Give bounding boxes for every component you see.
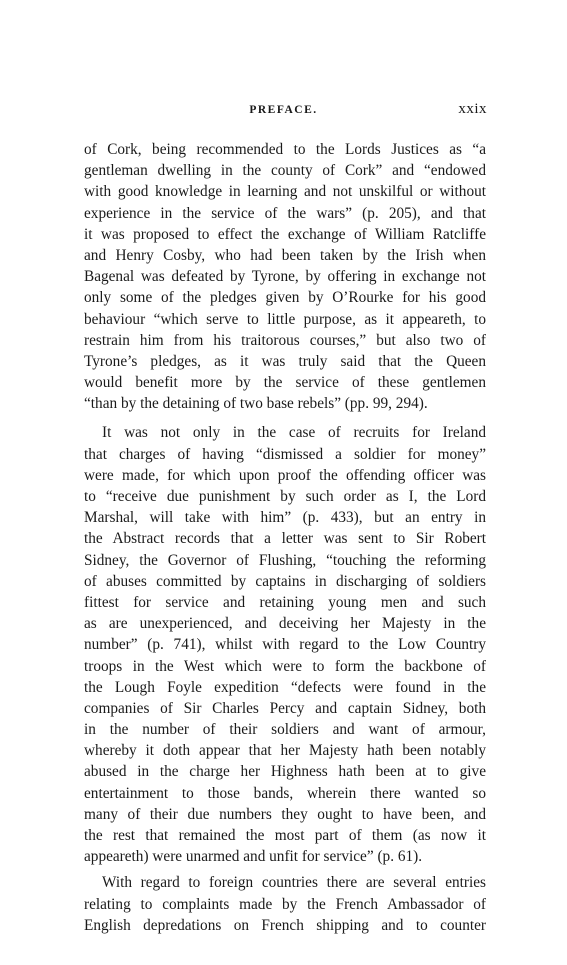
text-line: appeareth) were unarmed and unfit for service” (p. 61). xyxy=(84,848,423,866)
text-line: gentleman dwelling in the county of Cork” and “endowed xyxy=(84,162,486,180)
text-line: and Henry Cosby, who had been taken by the Irish when xyxy=(84,246,486,264)
text-line: English depredations on French shipping and to counter xyxy=(84,916,486,934)
text-line: to “receive due punishment by such order as I, the Lord xyxy=(84,488,486,505)
text-line: the Lough Foyle expedition “defects were found in the xyxy=(84,678,486,696)
text-line: With regard to foreign countries there are several entries xyxy=(102,874,486,892)
text-line: the Abstract records that a letter was sent to Sir Robert xyxy=(84,530,486,548)
text-line: Marshal, will take with him” (p. 433), but an entry in xyxy=(84,509,486,527)
text-line: of abuses committed by captains in discharging of soldiers xyxy=(84,572,486,590)
text-line: companies of Sir Charles Percy and captain Sidney, both xyxy=(84,699,486,717)
page-number: xxix xyxy=(458,101,487,117)
text-line: Bagenal was defeated by Tyrone, by offering in exchange not xyxy=(84,268,486,286)
text-line: troops in the West which were to form the backbone of xyxy=(84,657,486,675)
running-head xyxy=(80,101,487,124)
text-line: “than by the detaining of two base rebels” (pp. 99, 294). xyxy=(84,395,428,413)
text-line: in the number of their soldiers and want of armour, xyxy=(84,721,486,739)
text-line: It was not only in the case of recruits for Ireland xyxy=(102,424,486,442)
text-line: were made, for which upon proof the offending officer was xyxy=(84,466,486,484)
text-line: fittest for service and retaining young men and such xyxy=(84,593,486,611)
text-line: whereby it doth appear that her Majesty hath been notably xyxy=(84,742,486,760)
text-line: many of their due numbers they ought to have been, and xyxy=(84,805,486,823)
text-line: entertainment to those bands, wherein there wanted so xyxy=(84,784,486,802)
paragraph xyxy=(84,139,486,414)
text-line: as are unexperienced, and deceiving her Majesty in the xyxy=(84,615,486,633)
text-line: the rest that remained the most part of them (as now it xyxy=(84,827,486,844)
text-line: with good knowledge in learning and not unskilful or without xyxy=(84,183,486,201)
paragraph xyxy=(84,422,486,867)
text-line: that charges of having “dismissed a soldier for money” xyxy=(84,445,486,463)
body-text xyxy=(84,139,486,936)
text-line: number” (p. 741), whilst with regard to the Low Country xyxy=(84,636,486,654)
text-line: Tyrone’s pledges, as it was truly said that the Queen xyxy=(84,352,486,370)
text-line: only some of the pledges given by O’Rourke for his good xyxy=(84,289,486,307)
text-line: Sidney, the Governor of Flushing, “touching the reforming xyxy=(84,551,486,569)
text-line: of Cork, being recommended to the Lords Justices as “a xyxy=(84,141,486,158)
text-line: experience in the service of the wars” (p. 205), and that xyxy=(84,204,486,222)
paragraph xyxy=(84,872,486,936)
text-line: it was proposed to effect the exchange of William Ratcliffe xyxy=(84,225,486,243)
text-line: restrain him from his traitorous courses,” but also two of xyxy=(84,331,486,349)
text-line: relating to complaints made by the French Ambassador of xyxy=(84,895,486,913)
text-line: abused in the charge her Highness hath been at to give xyxy=(84,763,486,781)
text-line: behaviour “which serve to little purpose, as it appeareth, to xyxy=(84,310,486,328)
running-title: PREFACE. xyxy=(249,104,318,116)
text-line: would benefit more by the service of these gentlemen xyxy=(84,374,486,392)
